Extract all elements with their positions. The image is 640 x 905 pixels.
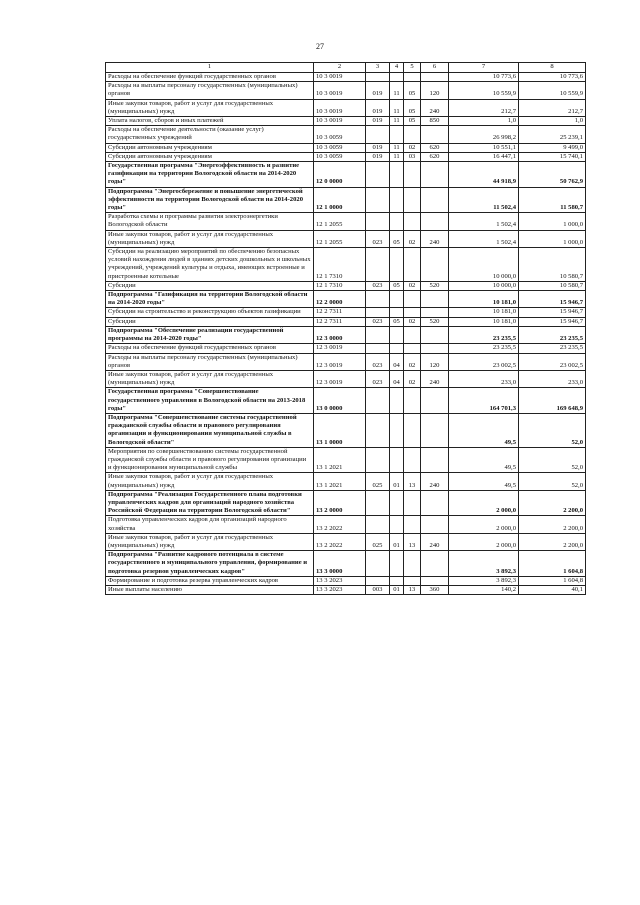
table-row [106,490,586,516]
row-expense-type-cell: 620 [421,143,449,152]
row-subsection-cell: 02 [404,230,421,247]
row-name-cell: Субсидии [106,317,314,326]
row-name-cell: Подпрограмма "Обеспечение реализации государственной программы на 2014-2020 годы" [106,326,314,343]
row-section-cell: 04 [390,370,404,387]
table-row [106,533,586,550]
row-value-year1-cell: 233,0 [449,370,519,387]
row-name-cell: Иные закупки товаров, работ и услуг для государственных (муниципальных) нужд [106,473,314,490]
row-section-cell: 01 [390,585,404,594]
row-value-year1-cell: 10 181,0 [449,308,519,317]
row-value-year1-cell: 49,5 [449,473,519,490]
row-value-year2-cell: 10 773,6 [519,73,586,82]
row-value-year1-cell: 49,5 [449,413,519,447]
row-code-cell: 10 3 0059 [314,126,366,143]
row-expense-type-cell: 120 [421,82,449,99]
column-header: 2 [314,63,366,73]
row-section-cell: 11 [390,143,404,152]
row-section-cell: 11 [390,152,404,161]
row-expense-type-cell [421,551,449,577]
row-value-year2-cell: 23 235,5 [519,326,586,343]
row-expense-type-cell [421,126,449,143]
row-ministry-cell: 003 [366,585,390,594]
row-value-year1-cell: 10 000,0 [449,248,519,282]
table-row [106,308,586,317]
row-subsection-cell: 02 [404,143,421,152]
row-expense-type-cell: 240 [421,473,449,490]
row-section-cell [390,551,404,577]
row-subsection-cell [404,490,421,516]
row-value-year2-cell: 23 002,5 [519,353,586,370]
row-name-cell: Иные закупки товаров, работ и услуг для государственных (муниципальных) нужд [106,370,314,387]
row-subsection-cell [404,73,421,82]
table-row [106,585,586,594]
row-value-year1-cell: 10 773,6 [449,73,519,82]
row-value-year2-cell: 40,1 [519,585,586,594]
row-name-cell: Иные закупки товаров, работ и услуг для государственных (муниципальных) нужд [106,533,314,550]
row-expense-type-cell: 240 [421,370,449,387]
row-value-year2-cell: 2 200,0 [519,533,586,550]
page-number: 27 [316,42,324,51]
row-section-cell: 11 [390,99,404,116]
row-ministry-cell [366,490,390,516]
row-expense-type-cell [421,248,449,282]
table-row [106,388,586,414]
row-code-cell: 12 0 0000 [314,162,366,188]
row-value-year2-cell: 52,0 [519,413,586,447]
table-row [106,73,586,82]
row-subsection-cell [404,447,421,473]
column-header: 7 [449,63,519,73]
row-subsection-cell: 13 [404,585,421,594]
row-ministry-cell [366,73,390,82]
table-row [106,187,586,213]
row-expense-type-cell [421,413,449,447]
row-subsection-cell: 05 [404,117,421,126]
row-value-year1-cell: 140,2 [449,585,519,594]
row-code-cell: 13 1 2021 [314,447,366,473]
row-expense-type-cell: 850 [421,117,449,126]
row-name-cell: Субсидии автономным учреждениям [106,152,314,161]
row-ministry-cell [366,516,390,533]
row-value-year1-cell: 1 502,4 [449,230,519,247]
table-row [106,317,586,326]
table-row [106,326,586,343]
row-code-cell: 13 2 0000 [314,490,366,516]
table-row [106,291,586,308]
row-value-year2-cell: 52,0 [519,473,586,490]
row-ministry-cell: 023 [366,281,390,290]
table-row [106,447,586,473]
row-name-cell: Субсидии на строительство и реконструкцию объектов газификации [106,308,314,317]
row-code-cell: 12 2 7311 [314,308,366,317]
row-code-cell: 13 3 2023 [314,585,366,594]
row-section-cell [390,447,404,473]
row-value-year2-cell: 1 000,0 [519,213,586,230]
row-code-cell: 10 3 0059 [314,143,366,152]
row-value-year1-cell: 10 181,0 [449,291,519,308]
row-value-year2-cell: 169 648,9 [519,388,586,414]
row-ministry-cell: 025 [366,473,390,490]
table-row [106,152,586,161]
row-expense-type-cell [421,516,449,533]
row-value-year2-cell: 52,0 [519,447,586,473]
table-row [106,162,586,188]
row-value-year1-cell: 1,0 [449,117,519,126]
row-value-year1-cell: 44 918,9 [449,162,519,188]
row-code-cell: 12 1 7310 [314,248,366,282]
table-row [106,99,586,116]
row-section-cell [390,326,404,343]
row-section-cell [390,162,404,188]
row-name-cell: Субсидии [106,281,314,290]
row-code-cell: 12 3 0019 [314,353,366,370]
table-row [106,516,586,533]
row-section-cell [390,291,404,308]
row-ministry-cell [366,162,390,188]
row-expense-type-cell: 520 [421,317,449,326]
row-expense-type-cell [421,187,449,213]
table-row [106,117,586,126]
row-subsection-cell: 02 [404,281,421,290]
row-name-cell: Субсидии на реализацию мероприятий по обеспечению безопасных условий нахождения людей в зданиях детских дошкольных и школьных учреждений, учреждений культуры и отдыха, имеющих встроенные и пристроенные котельные [106,248,314,282]
row-name-cell: Расходы на выплаты персоналу государственных (муниципальных) органов [106,353,314,370]
row-code-cell: 13 1 0000 [314,413,366,447]
row-code-cell: 12 3 0019 [314,344,366,353]
column-header: 8 [519,63,586,73]
row-value-year2-cell: 1,0 [519,117,586,126]
row-code-cell: 10 3 0019 [314,73,366,82]
header-row [106,63,586,73]
table-row [106,576,586,585]
row-name-cell: Иные закупки товаров, работ и услуг для государственных (муниципальных) нужд [106,99,314,116]
row-expense-type-cell: 620 [421,152,449,161]
row-code-cell: 13 3 2023 [314,576,366,585]
row-name-cell: Расходы на выплаты персоналу государственных (муниципальных) органов [106,82,314,99]
row-name-cell: Расходы на обеспечение функций государственных органов [106,344,314,353]
row-ministry-cell [366,344,390,353]
row-expense-type-cell [421,213,449,230]
row-code-cell: 12 1 7310 [314,281,366,290]
row-ministry-cell: 019 [366,143,390,152]
row-subsection-cell: 13 [404,473,421,490]
row-value-year2-cell: 2 200,0 [519,516,586,533]
row-ministry-cell [366,213,390,230]
table-row [106,281,586,290]
table-row [106,126,586,143]
row-expense-type-cell [421,344,449,353]
row-value-year2-cell: 1 604,8 [519,576,586,585]
row-ministry-cell: 023 [366,317,390,326]
row-section-cell: 01 [390,473,404,490]
row-value-year2-cell: 11 580,7 [519,187,586,213]
row-value-year1-cell: 23 235,5 [449,344,519,353]
row-ministry-cell: 019 [366,152,390,161]
row-name-cell: Государственная программа "Энергоэффективность и развитие газификации на территории Вологодской области на 2014-2020 годы" [106,162,314,188]
row-subsection-cell [404,308,421,317]
row-name-cell: Иные закупки товаров, работ и услуг для государственных (муниципальных) нужд [106,230,314,247]
row-ministry-cell: 025 [366,533,390,550]
row-name-cell: Мероприятия по совершенствованию системы государственной гражданской службы области и правового регулирования организации и функционирования муниципальной службы [106,447,314,473]
row-section-cell: 04 [390,353,404,370]
row-subsection-cell [404,291,421,308]
row-expense-type-cell: 520 [421,281,449,290]
row-expense-type-cell: 240 [421,230,449,247]
row-ministry-cell [366,248,390,282]
row-expense-type-cell [421,388,449,414]
row-expense-type-cell: 120 [421,353,449,370]
row-value-year1-cell: 2 000,0 [449,516,519,533]
row-value-year2-cell: 1 604,8 [519,551,586,577]
row-value-year1-cell: 10 181,0 [449,317,519,326]
row-section-cell [390,388,404,414]
table-row [106,413,586,447]
row-section-cell [390,73,404,82]
row-value-year2-cell: 1 000,0 [519,230,586,247]
row-code-cell: 13 2 2022 [314,533,366,550]
row-section-cell: 05 [390,317,404,326]
row-subsection-cell [404,388,421,414]
table-row [106,248,586,282]
row-value-year1-cell: 10 000,0 [449,281,519,290]
row-expense-type-cell [421,326,449,343]
row-subsection-cell [404,576,421,585]
row-value-year1-cell: 10 559,9 [449,82,519,99]
row-value-year1-cell: 23 235,5 [449,326,519,343]
row-name-cell: Иные выплаты населению [106,585,314,594]
column-header: 6 [421,63,449,73]
row-expense-type-cell: 360 [421,585,449,594]
row-name-cell: Подпрограмма "Совершенствование системы государственной гражданской службы области и правового регулирования организации и функционирования муниципальной службы в Вологодской области" [106,413,314,447]
row-value-year1-cell: 16 447,1 [449,152,519,161]
table-row [106,213,586,230]
row-code-cell: 12 3 0000 [314,326,366,343]
row-subsection-cell [404,551,421,577]
row-value-year2-cell: 50 762,9 [519,162,586,188]
row-name-cell: Расходы на обеспечение функций государственных органов [106,73,314,82]
row-code-cell: 12 3 0019 [314,370,366,387]
row-value-year2-cell: 233,0 [519,370,586,387]
table-body [106,73,586,595]
row-code-cell: 12 2 0000 [314,291,366,308]
row-value-year2-cell: 25 239,1 [519,126,586,143]
row-code-cell: 10 3 0019 [314,117,366,126]
row-value-year2-cell: 9 499,0 [519,143,586,152]
row-expense-type-cell [421,162,449,188]
row-value-year1-cell: 3 892,3 [449,551,519,577]
row-subsection-cell: 02 [404,353,421,370]
row-ministry-cell: 019 [366,99,390,116]
row-value-year1-cell: 164 701,3 [449,388,519,414]
table-row [106,344,586,353]
row-value-year1-cell: 10 551,1 [449,143,519,152]
row-subsection-cell: 02 [404,370,421,387]
row-value-year2-cell: 2 200,0 [519,490,586,516]
row-name-cell: Подпрограмма "Газификация на территории Вологодской области на 2014-2020 годы" [106,291,314,308]
row-value-year1-cell: 2 000,0 [449,533,519,550]
row-name-cell: Субсидии автономным учреждениям [106,143,314,152]
row-value-year1-cell: 23 002,5 [449,353,519,370]
row-section-cell: 11 [390,82,404,99]
row-value-year1-cell: 3 892,3 [449,576,519,585]
row-ministry-cell [366,291,390,308]
row-subsection-cell: 05 [404,99,421,116]
row-code-cell: 12 1 2055 [314,213,366,230]
row-value-year2-cell: 15 740,1 [519,152,586,161]
row-expense-type-cell [421,308,449,317]
row-section-cell [390,576,404,585]
row-section-cell [390,126,404,143]
row-subsection-cell [404,326,421,343]
row-value-year2-cell: 10 580,7 [519,248,586,282]
table-row [106,551,586,577]
row-section-cell [390,213,404,230]
row-ministry-cell [366,187,390,213]
row-ministry-cell [366,576,390,585]
column-header: 5 [404,63,421,73]
row-name-cell: Формирование и подготовка резерва управленческих кадров [106,576,314,585]
row-name-cell: Подпрограмма "Развитие кадрового потенциала в системе государственного и муниципального управления, формирование и подготовка резервов управленческих кадров" [106,551,314,577]
row-ministry-cell [366,447,390,473]
row-code-cell: 13 1 2021 [314,473,366,490]
row-ministry-cell [366,126,390,143]
row-ministry-cell: 023 [366,230,390,247]
row-ministry-cell [366,388,390,414]
row-value-year2-cell: 10 580,7 [519,281,586,290]
row-section-cell [390,308,404,317]
row-ministry-cell: 019 [366,82,390,99]
row-name-cell: Уплата налогов, сборов и иных платежей [106,117,314,126]
row-value-year2-cell: 15 946,7 [519,291,586,308]
row-expense-type-cell [421,291,449,308]
row-value-year1-cell: 1 502,4 [449,213,519,230]
row-code-cell: 10 3 0019 [314,99,366,116]
row-value-year2-cell: 15 946,7 [519,308,586,317]
row-value-year1-cell: 212,7 [449,99,519,116]
row-section-cell: 11 [390,117,404,126]
table-row [106,143,586,152]
row-subsection-cell: 05 [404,82,421,99]
row-name-cell: Расходы на обеспечение деятельности (оказание услуг) государственных учреждений [106,126,314,143]
budget-table [105,62,586,595]
row-code-cell: 12 1 0000 [314,187,366,213]
row-expense-type-cell [421,576,449,585]
row-name-cell: Подпрограмма "Реализация Государственного плана подготовки управленческих кадров для организаций народного хозяйства Российской Федерации на территории Вологодской области" [106,490,314,516]
table-row [106,353,586,370]
row-code-cell: 13 3 0000 [314,551,366,577]
row-ministry-cell: 023 [366,353,390,370]
row-section-cell [390,187,404,213]
row-name-cell: Государственная программа "Совершенствование государственного управления в Вологодской области на 2013-2018 годы" [106,388,314,414]
row-expense-type-cell [421,490,449,516]
row-expense-type-cell: 240 [421,99,449,116]
table-row [106,82,586,99]
row-code-cell: 12 2 7311 [314,317,366,326]
row-name-cell: Подготовка управленческих кадров для организаций народного хозяйства [106,516,314,533]
row-subsection-cell: 13 [404,533,421,550]
row-value-year2-cell: 15 946,7 [519,317,586,326]
row-subsection-cell [404,248,421,282]
row-section-cell [390,248,404,282]
row-value-year1-cell: 26 998,2 [449,126,519,143]
row-ministry-cell: 023 [366,370,390,387]
row-section-cell [390,490,404,516]
row-value-year1-cell: 2 000,0 [449,490,519,516]
row-value-year2-cell: 23 235,5 [519,344,586,353]
row-code-cell: 10 3 0019 [314,82,366,99]
row-subsection-cell [404,413,421,447]
row-ministry-cell [366,413,390,447]
row-code-cell: 12 1 2055 [314,230,366,247]
row-subsection-cell: 03 [404,152,421,161]
row-expense-type-cell [421,447,449,473]
row-ministry-cell [366,551,390,577]
row-code-cell: 13 0 0000 [314,388,366,414]
row-section-cell [390,413,404,447]
row-subsection-cell [404,126,421,143]
row-expense-type-cell: 240 [421,533,449,550]
row-section-cell: 05 [390,230,404,247]
row-subsection-cell [404,516,421,533]
row-expense-type-cell [421,73,449,82]
row-value-year2-cell: 212,7 [519,99,586,116]
row-subsection-cell: 02 [404,317,421,326]
row-ministry-cell: 019 [366,117,390,126]
row-value-year1-cell: 11 502,4 [449,187,519,213]
row-section-cell: 01 [390,533,404,550]
column-header: 1 [106,63,314,73]
row-value-year1-cell: 49,5 [449,447,519,473]
row-subsection-cell [404,213,421,230]
table-row [106,370,586,387]
row-section-cell [390,344,404,353]
row-subsection-cell [404,344,421,353]
row-section-cell [390,516,404,533]
table-row [106,473,586,490]
row-value-year2-cell: 10 559,9 [519,82,586,99]
row-code-cell: 10 3 0059 [314,152,366,161]
row-ministry-cell [366,308,390,317]
row-name-cell: Подпрограмма "Энергосбережение и повышение энергетической эффективности на территории Вологодской области на 2014-2020 годы" [106,187,314,213]
row-code-cell: 13 2 2022 [314,516,366,533]
column-header: 4 [390,63,404,73]
row-subsection-cell [404,187,421,213]
row-name-cell: Разработка схемы и программы развития электроэнергетики Вологодской области [106,213,314,230]
row-ministry-cell [366,326,390,343]
row-subsection-cell [404,162,421,188]
column-header: 3 [366,63,390,73]
row-section-cell: 05 [390,281,404,290]
table-row [106,230,586,247]
